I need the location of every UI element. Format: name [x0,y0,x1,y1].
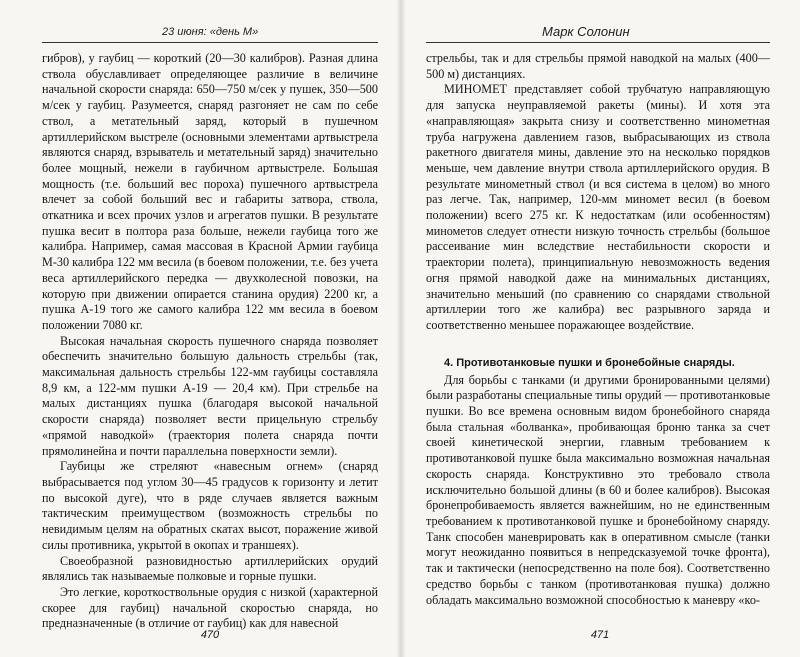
running-header-left: 23 июня: «день М» [42,24,378,43]
right-page [400,0,800,657]
paragraph: Высокая начальная скорость пушечного снаряда позволяет обеспечить значительно большую дальность стрельбы (так, максимальная дальность стрельбы 122-мм гаубицы составляла 8,9 км, а 122-мм пушки А-19 — 20,4 км). При стрельбе на малых дистанциях пушка (благодаря высокой начальной скорости снаряда) позволяет вести прицельную стрельбу «прямой наводкой» (траектория полета снаряда почти прямолинейна и почти параллельна поверхности земли). [42,333,378,458]
paragraph: Своеобразной разновидностью артиллерийских орудий являлись так называемые полковые и горные пушки. [42,553,378,584]
paragraph: Для борьбы с танками (и другими бронированными целями) были разработаны специальные типы орудий — противотанковые пушки. Во все времена основным видом бронебойного снаряда была стальная «болванка», пробивающая броню танка за счет своей кинетической энергии, главным требованием к противотанковой пушке была максимально возможная начальная скорость снаряда. Конструктивно это требовало ствола исключительно большой длины (в 60 и более калибров). Высокая бронепробиваемость является важнейшим, но не единственным требованием к противотанковой пушке и бронебойному снаряду. Танк способен маневрировать как в оперативном смысле (танки могут неожиданно появиться в непредсказуемой точке фронта), так и тактически (непосредственно на поле боя). Соответственно средство борьбы с танком (противотанковая пушка) должно обладать максимально возможной способностью к маневру «ко- [426,372,770,607]
paragraph: Гаубицы же стреляют «навесным огнем» (снаряд выбрасывается под углом 30—45 градусов к горизонту и летит по высокой дуге), что в ряде случаев является важным тактическим преимуществом (возможность стрельбы по невидимым целям на обратных скатах высот, поражение живой силы противника, укрытой в окопах и траншеях). [42,459,378,552]
section-heading: 4. Противотанковые пушки и бронебойные снаряды. [444,356,735,369]
paragraph: Это легкие, короткоствольные орудия с низкой (характерной скорее для гаубиц) начальной скоростью снаряда, но предназначенные (в отличие от гаубиц) как для навесной [42,584,378,631]
paragraph: МИНОМЕТ представляет собой трубчатую направляющую для запуска неуправляемой ракеты (мины). И хотя эта «направляющая» закрыта снизу и соответственно минометная труба нагружена давлением газов, выбрасывающих из ствола ракетного двигателя мины, давление это на несколько порядков меньше, чем давление внутри ствола артиллерийского орудия. В результате минометный ствол (и вся система в целом) во много раз легче. Так, например, 120-мм миномет весил (в боевом положении) всего 275 кг. К недостаткам (или особенностям) минометов следует отнести низкую точность стрельбы (большое рассеивание мин вследствие нестабильности скорости и траектории полета), принципиальную невозможность ведения огня прямой наводкой даже на минимальных дистанциях, значительно меньший (по сравнению со снарядами ствольной артиллерии того же калибра) вес разрывного заряда и соответственно меньшее поражающее воздействие. [426,82,770,332]
paragraph: стрельбы, так и для стрельбы прямой наводкой на малых (400—500 м) дистанциях. [426,51,770,81]
running-header-right: Марк Солонин [426,24,770,43]
page-number-right: 471 [590,629,610,641]
page-number-left: 470 [200,629,220,641]
paragraph: гибров), у гаубиц — короткий (20—30 калибров). Разная длина ствола обуславливает определяющее различие в величине начальной скорости снаряда: 650—750 м/сек у пушек, 350—500 м/сек у гаубиц. Разумеется, снаряд разгоняет не сам по себе ствол, а метательный заряд, который в пушечном артиллерийском выстреле (основными элементами артвыстрела являются снаряд, взрыватель и метательный заряд) значительно более мощный, нежели в гаубичном артвыстреле. Большая мощность (т.е. больший вес пороха) пушечного артвыстрела влечет за собой больший вес и габариты затвора, ствола, откатника и всех прочих узлов и агрегатов пушки. В результате пушка весит в полтора раза больше, нежели гаубица того же калибра. Например, самая массовая в Красной Армии гаубица М-30 калибра 122 мм весила (в боевом положении, т.е. без учета веса артиллерийского передка — двухколесной повозки, на которую при движении опирается станина орудия) 2200 кг, а пушка А-19 того же самого калибра 122 мм весила в боевом положении 7080 кг. [42,51,378,332]
